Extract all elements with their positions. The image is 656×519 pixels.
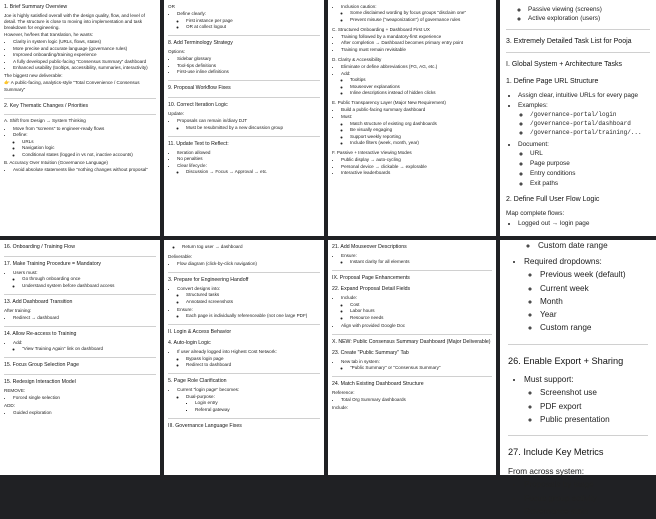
list-item: ◦ Cost xyxy=(350,302,492,308)
paragraph: However, he/fees that translation, he wants: xyxy=(4,32,94,38)
section-heading: X. NEW: Public Consensus Summary Dashboard (Major Deliverable) xyxy=(332,339,491,346)
list-item: • No penalties xyxy=(177,156,320,162)
divider xyxy=(4,256,156,257)
section-heading: 2. Key Thematic Changes / Priorities xyxy=(4,102,89,109)
list-item: ◦ OR at collect logout xyxy=(186,24,320,30)
bullet-list xyxy=(332,64,492,96)
section-heading: 27. Include Key Metrics xyxy=(508,447,604,458)
list-item: ◦ Understand system before dashboard access xyxy=(22,283,156,289)
list-item: ◦ Prevent misuse ("weaponization") of governance rules xyxy=(350,17,492,23)
page-tile-public-summary xyxy=(328,240,496,475)
sub-list xyxy=(13,139,156,158)
list-item: ◦ URLs xyxy=(22,139,156,145)
list-item: ◦ Public presentation xyxy=(540,414,648,427)
list-item-label: Examples: xyxy=(518,101,548,109)
bullet-list xyxy=(168,349,320,368)
list-item-label: Must: xyxy=(341,113,353,119)
sub-list xyxy=(13,276,156,289)
divider xyxy=(168,97,320,98)
list-item-label: Define: xyxy=(13,132,28,138)
paragraph: Options: xyxy=(168,49,186,55)
list-item xyxy=(177,286,320,305)
bullet-list xyxy=(508,479,648,518)
list-item: ◦ URL xyxy=(530,149,650,158)
list-item: ◦ Go through onboarding once xyxy=(22,276,156,282)
paragraph: Map complete flows: xyxy=(506,210,565,218)
page-tile-login-access xyxy=(164,240,324,475)
list-item: ◦ Screenshot use xyxy=(540,387,648,400)
section-heading: 1. Define Page URL Structure xyxy=(506,77,599,85)
section-heading: 21. Add Mouseover Descriptions xyxy=(332,244,407,250)
list-item: ◦ Labor hours xyxy=(350,308,492,314)
list-item: • Eliminate or define abbreviations (FG, AG, etc.) xyxy=(341,64,492,70)
list-item-label: Current "login page" becomes: xyxy=(177,387,240,393)
list-item xyxy=(341,4,492,23)
divider xyxy=(332,376,492,377)
list-item-label: Add: xyxy=(13,339,23,345)
paragraph: Update: xyxy=(168,111,185,117)
paragraph: The biggest new deliverable: xyxy=(4,73,63,79)
list-item: • Clarity in system logic (URLs, flows, states) xyxy=(13,39,156,45)
sub-list xyxy=(518,149,650,188)
bullet-list xyxy=(506,91,650,188)
sub-list xyxy=(524,269,648,335)
list-item: • Redirect → dashboard xyxy=(13,315,156,321)
list-item: • Logged out → login page xyxy=(518,219,650,228)
section-heading: 13. Add Dashboard Transition xyxy=(4,298,73,305)
bullet-list xyxy=(4,167,156,173)
list-item: • Forced single selection xyxy=(13,395,156,401)
section-heading: 3. Prepare for Engineering Handoff xyxy=(168,276,249,283)
bullet-list xyxy=(332,295,492,329)
list-item xyxy=(341,114,492,146)
list-item: • Training must remain revisitable xyxy=(341,47,492,53)
list-item-label: If user already logged into Highest Cost Network: xyxy=(177,349,277,355)
list-item: ◦ Inline descriptions instead of hidden clicks xyxy=(350,90,492,96)
list-item-label: Ensure: xyxy=(341,252,357,258)
list-item: ◦ Tooltips xyxy=(350,77,492,83)
list-item xyxy=(177,118,320,131)
list-item: ◦ Page purpose xyxy=(530,159,650,168)
page-tile-summary xyxy=(0,0,160,236)
list-item: • Governance stats xyxy=(524,506,648,519)
sub-list xyxy=(177,313,320,319)
sub-list xyxy=(518,111,650,138)
paragraph: From across system: xyxy=(508,466,584,476)
paragraph: Include: xyxy=(332,405,349,411)
list-item: ◦ Some disclaimed wording by focus groups "disclaim one" xyxy=(350,10,492,16)
sub-list xyxy=(177,18,320,31)
list-item-label: Ensure: xyxy=(177,306,193,312)
list-item: ◦ Instant clarity for all elements xyxy=(350,259,492,265)
page-tile-onboarding xyxy=(328,0,496,236)
divider xyxy=(168,418,320,419)
section-heading: 16. Onboarding / Training Flow xyxy=(4,244,75,250)
section-heading: 23. Create "Public Summary" Tab xyxy=(332,349,409,356)
list-item: ◦ Include filters (week, month, year) xyxy=(350,140,492,146)
sub-list xyxy=(524,387,648,426)
list-item: ◦ Discussion → Focus → Approval → etc. xyxy=(186,169,320,175)
list-item: • Avoid absolute statements like "nothing changes without proposal" xyxy=(13,167,156,173)
list-item xyxy=(341,295,492,321)
list-item: ◦ PDF export xyxy=(540,401,648,414)
section-heading: 9. Proposal Workflow Fixes xyxy=(168,85,231,92)
section-heading: 10. Correct Iteration Logic xyxy=(168,102,228,109)
list-item: • Sidebar glossary xyxy=(177,56,320,62)
list-item-label: Convert designs into: xyxy=(177,285,221,291)
list-item: ◦ Return tog user → dashboard xyxy=(182,244,320,250)
bullet-list xyxy=(168,118,320,131)
subheading: C. Structured Onboarding + Dashboard First UX xyxy=(332,26,430,32)
list-item: ◦ First instance per page xyxy=(186,18,320,24)
bullet-list xyxy=(4,410,156,416)
list-item-label: Add: xyxy=(341,70,351,76)
bullet-list xyxy=(4,126,156,158)
section-heading: 4. Auto-login Logic xyxy=(168,340,211,347)
list-item xyxy=(518,101,650,138)
bullet-list xyxy=(168,150,320,176)
list-item: ◦ Support weekly reporting xyxy=(350,134,492,140)
divider xyxy=(4,357,156,358)
list-item: • Build a public-facing summary dashboard xyxy=(341,107,492,113)
paragraph: Joe is highly satisfied overall with the design quality, flow, and level of detail. The structure is close to moving into implementation and task breakdown for engineering. xyxy=(4,12,145,30)
divider xyxy=(332,334,492,335)
list-item: ◦ Structured tasks xyxy=(186,292,320,298)
list-item: ◦ "Public Summary" or "Consensus Summary" xyxy=(350,365,492,371)
divider xyxy=(508,435,648,436)
list-item-label: Define clearly: xyxy=(177,11,207,17)
page-tile-training-flow xyxy=(0,240,160,475)
list-item xyxy=(177,163,320,176)
list-item: • Improved onboarding/training experience xyxy=(13,52,156,58)
divider xyxy=(506,29,650,30)
list-item-label: Required dropdowns: xyxy=(524,257,602,267)
list-item: • Focus group activity xyxy=(524,493,648,506)
section-heading: III. Governance Language Fixes xyxy=(168,422,242,429)
sub-list xyxy=(177,356,320,369)
divider xyxy=(332,270,492,271)
list-item: ◦ Navigation logic xyxy=(22,145,156,151)
bullet-list xyxy=(4,270,156,289)
list-item: ◦ Be visually engaging xyxy=(350,127,492,133)
bullet-list xyxy=(4,39,156,71)
bullet-list xyxy=(168,11,320,30)
paragraph: REMOVE: xyxy=(4,388,26,394)
list-item: ◦ Month xyxy=(540,296,648,309)
bullet-list xyxy=(4,340,156,353)
page-tile-task-list xyxy=(500,0,656,236)
sub-list xyxy=(177,394,320,413)
sub-list xyxy=(13,346,156,352)
divider xyxy=(4,326,156,327)
list-item xyxy=(177,387,320,413)
bullet-list xyxy=(332,359,492,372)
list-item: ▪ Login entry xyxy=(195,400,320,406)
list-item: • Move from "screens" to engineer-ready flows xyxy=(13,126,156,132)
list-item: ◦ Match structure of existing org dashboards xyxy=(350,121,492,127)
section-heading: 2. Define Full User Flow Logic xyxy=(506,196,600,204)
divider xyxy=(168,324,320,325)
list-item: ◦ Redirect to dashboard xyxy=(186,362,320,368)
divider xyxy=(4,294,156,295)
section-heading: I. Global System + Architecture Tasks xyxy=(506,60,623,68)
paragraph: Deliverable: xyxy=(168,253,193,259)
list-item xyxy=(524,256,648,335)
list-item: • More precise and accurate language (governance rules) xyxy=(13,46,156,52)
list-item: • Iteration allowed xyxy=(177,150,320,156)
list-item-label: Inclusion caution: xyxy=(341,3,377,9)
list-item: • Tool-tips definitions xyxy=(177,63,320,69)
list-item xyxy=(341,359,492,372)
list-item-label: Must support: xyxy=(524,375,574,385)
list-item xyxy=(177,307,320,320)
list-item xyxy=(13,270,156,289)
divider xyxy=(4,374,156,375)
divider xyxy=(168,80,320,81)
list-item: ◦ "View Training Again" link on dashboard xyxy=(22,346,156,352)
list-item: ◦ Passive viewing (screens) xyxy=(528,5,650,14)
list-item: ◦ Exit paths xyxy=(530,179,650,188)
section-heading: 8. Add Terminology Strategy xyxy=(168,40,233,47)
subheading: F. Passive + Interactive Viewing Modes xyxy=(332,150,412,156)
list-item-label: Include: xyxy=(341,295,358,301)
list-item xyxy=(341,253,492,266)
list-item: ◦ Custom range xyxy=(540,322,648,335)
list-item xyxy=(524,374,648,426)
sub-list xyxy=(177,292,320,305)
list-item: ◦ Active exploration (users) xyxy=(528,14,650,23)
bullet-list xyxy=(508,256,648,335)
list-item: ◦ Year xyxy=(540,309,648,322)
section-heading: 22. Expand Proposal Detail Fields xyxy=(332,286,411,293)
list-item: ◦ Conditional states (logged in vs not, inactive accounts) xyxy=(22,152,156,158)
bullet-list xyxy=(168,387,320,413)
section-heading: 24. Match Existing Dashboard Structure xyxy=(332,381,424,388)
divider xyxy=(168,35,320,36)
divider xyxy=(508,344,648,345)
list-item: • First-use inline definitions xyxy=(177,69,320,75)
section-heading: 3. Extremely Detailed Task List for Pooja xyxy=(506,37,632,45)
list-item: ◦ Each page is individually referenceable (not one large PDF) xyxy=(186,313,320,319)
section-heading: 17. Make Training Procedure = Mandatory xyxy=(4,260,102,267)
url-example: ◦ /governance-portal/login xyxy=(530,111,650,120)
list-item: • Flow diagram (click-by-click navigation) xyxy=(177,261,320,267)
bullet-list xyxy=(506,219,650,228)
list-item-label: Users must: xyxy=(13,269,38,275)
list-item: ◦ Resource needs xyxy=(350,315,492,321)
subheading: E. Public Transparency Layer (Major New Requirement) xyxy=(332,100,446,106)
list-item: • Align with provided Google Doc xyxy=(341,323,492,329)
list-item: ◦ Current week xyxy=(540,283,648,296)
subheading: A. Shift from Design → System Thinking xyxy=(4,118,86,124)
list-item: ▪ Referral gateway xyxy=(195,407,320,413)
list-item: • Public display → auto-cycling xyxy=(341,157,492,163)
section-heading: 11. Update Text to Reflect: xyxy=(168,140,229,147)
divider xyxy=(506,52,650,53)
bullet-list xyxy=(4,395,156,401)
list-item-label: Dual-purpose: xyxy=(186,393,215,399)
list-item: • Guided exploration xyxy=(13,410,156,416)
section-heading: 5. Page Role Clarification xyxy=(168,378,227,385)
sub-list xyxy=(177,169,320,175)
list-item: ◦ Previous week (default) xyxy=(540,269,648,282)
subheading: B. Accuracy Over Intuition (Governance Language) xyxy=(4,159,108,165)
sub-list xyxy=(341,10,492,23)
bullet-list xyxy=(508,374,648,426)
divider xyxy=(168,136,320,137)
sub-list xyxy=(177,125,320,131)
list-item: ◦ Annotated screenshots xyxy=(186,299,320,305)
sub-list xyxy=(341,259,492,265)
list-item: • A fully developed public-facing "Consensus Summary" dashboard xyxy=(13,59,156,65)
sub-list xyxy=(508,240,648,253)
bullet-list xyxy=(168,56,320,75)
divider xyxy=(168,272,320,273)
bullet-list xyxy=(332,4,492,23)
section-heading: 15. Redesign Interaction Model xyxy=(4,379,76,386)
divider xyxy=(168,373,320,374)
paragraph: Reference: xyxy=(332,390,355,396)
list-item: ◦ Mouseover explanations xyxy=(350,84,492,90)
page-tile-export-metrics xyxy=(500,240,656,516)
bullet-list xyxy=(332,107,492,146)
sub-list xyxy=(168,244,320,250)
sub-list xyxy=(506,5,650,24)
list-item xyxy=(518,140,650,188)
list-item: • Proposals by stage xyxy=(524,479,648,492)
bullet-list xyxy=(168,286,320,320)
paragraph: ADD: xyxy=(4,403,15,409)
sub-list xyxy=(341,77,492,96)
section-heading: 1. Brief Summary Overview xyxy=(4,4,68,10)
divider xyxy=(4,114,156,115)
bullet-list xyxy=(4,315,156,321)
list-item: • After completion → Dashboard becomes primary entry point xyxy=(341,40,492,46)
list-item xyxy=(13,132,156,158)
bullet-list xyxy=(332,397,492,403)
list-item: • Total Org Summary dashboards xyxy=(341,397,492,403)
paragraph: After training: xyxy=(4,307,32,313)
list-item xyxy=(341,71,492,97)
list-item-label: New tab in system: xyxy=(341,358,380,364)
subheading: D. Clarity & Accessibility xyxy=(332,56,382,62)
section-heading: II. Login & Access Behavior xyxy=(168,329,232,336)
section-heading: 26. Enable Export + Sharing xyxy=(508,355,624,366)
list-item xyxy=(177,349,320,368)
list-item xyxy=(177,11,320,30)
sub-list xyxy=(341,365,492,371)
bullet-list xyxy=(332,253,492,266)
list-item: • Interactive leaderboards xyxy=(341,170,492,176)
list-item xyxy=(13,340,156,353)
bullet-list xyxy=(332,34,492,53)
list-item: ◦ Bypass login page xyxy=(186,356,320,362)
sub-list xyxy=(341,302,492,321)
list-item xyxy=(186,394,320,413)
section-heading: IX. Proposal Page Enhancements xyxy=(332,275,410,282)
page-tile-terminology xyxy=(164,0,324,236)
list-item-label: Document: xyxy=(518,140,549,148)
list-item: ◦ Entry conditions xyxy=(530,169,650,178)
bullet-list xyxy=(168,261,320,267)
list-item: ◦ Custom date range xyxy=(538,240,648,253)
paragraph: OR xyxy=(168,4,175,9)
list-item-label: Proposals can remain in/diary DJT xyxy=(177,118,248,124)
list-item: • Enhanced usability (tooltips, accessibility, summaries, interactivity) xyxy=(13,65,156,71)
list-item: • Assign clear, intuitive URLs for every page xyxy=(518,91,650,100)
list-item: • Personal device → clickable → explorable xyxy=(341,164,492,170)
sub-list xyxy=(341,121,492,147)
list-item: • Training followed by a mandatory-first experience xyxy=(341,34,492,40)
paragraph: 👉 A public-facing, analytics-style "Total Convenience / Consensus Summary" xyxy=(4,80,140,92)
url-example: ◦ /governance-portal/dashboard xyxy=(530,120,650,129)
list-item: ◦ Must be resubmitted by a new discussion group xyxy=(186,125,320,131)
url-example: ◦ /governance-portal/training/... xyxy=(530,129,650,138)
section-heading: 14. Allow Re-access to Training xyxy=(4,330,77,337)
list-item-label: Clear lifecycle: xyxy=(177,162,207,168)
sub-list xyxy=(186,400,320,413)
bullet-list xyxy=(332,157,492,176)
section-heading: 15. Focus Group Selection Page xyxy=(4,362,79,369)
divider xyxy=(4,98,156,99)
